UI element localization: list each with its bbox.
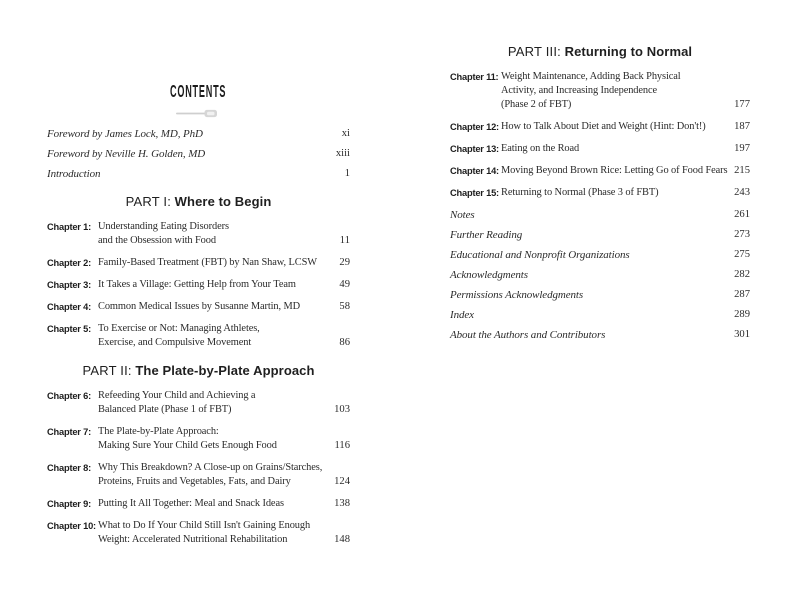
chapter-label: Chapter 10: bbox=[47, 521, 96, 531]
part-title: Returning to Normal bbox=[564, 44, 693, 59]
end-matter-entry bbox=[450, 328, 750, 342]
chapter-title bbox=[98, 425, 277, 453]
right-parts bbox=[450, 44, 750, 200]
part-title: Where to Begin bbox=[174, 194, 272, 209]
page-number: xi bbox=[341, 128, 350, 139]
contents-heading bbox=[47, 81, 350, 101]
chapter-title-line: Weight: Accelerated Nutritional Rehabilitation bbox=[98, 534, 288, 545]
page-number: 287 bbox=[734, 289, 750, 300]
toc-entry bbox=[47, 389, 350, 417]
chapter-title bbox=[98, 497, 284, 511]
chapter-label: Chapter 13: bbox=[450, 144, 499, 154]
chapter-title bbox=[98, 461, 323, 489]
page-number: xiii bbox=[335, 148, 350, 159]
spoon-divider-icon bbox=[47, 105, 350, 114]
chapter-title-line: Why This Breakdown? A Close-up on Grains/Starches, bbox=[98, 462, 323, 473]
matter-title: About the Authors and Contributors bbox=[450, 329, 606, 341]
chapter-title bbox=[98, 519, 310, 547]
chapter-title-line: Balanced Plate (Phase 1 of FBT) bbox=[98, 404, 232, 415]
page-number: 29 bbox=[339, 257, 350, 268]
page-number: 116 bbox=[334, 440, 350, 451]
chapter-title-line: Returning to Normal (Phase 3 of FBT) bbox=[501, 187, 659, 198]
page-number: 215 bbox=[734, 165, 750, 176]
toc-entry bbox=[47, 519, 350, 547]
matter-title: Index bbox=[450, 309, 474, 321]
chapter-title bbox=[501, 120, 706, 134]
chapter-label: Chapter 5: bbox=[47, 324, 91, 334]
chapter-title-line: Putting It All Together: Meal and Snack Ideas bbox=[98, 498, 284, 509]
toc-entry bbox=[47, 278, 350, 292]
end-matter-entry bbox=[450, 288, 750, 302]
chapter-title-line: Family-Based Treatment (FBT) by Nan Shaw, LCSW bbox=[98, 257, 317, 268]
matter-title: Permissions Acknowledgments bbox=[450, 289, 584, 301]
toc-entry bbox=[47, 220, 350, 248]
chapter-title-line: It Takes a Village: Getting Help from Your Team bbox=[98, 279, 296, 290]
toc-entry bbox=[450, 186, 750, 200]
chapter-title bbox=[98, 300, 300, 314]
matter-title: Foreword by James Lock, MD, PhD bbox=[47, 128, 203, 140]
part-heading bbox=[47, 363, 350, 379]
chapter-label: Chapter 8: bbox=[47, 463, 91, 473]
contents-heading-text: CONTENTS bbox=[170, 81, 227, 101]
toc-entry bbox=[47, 425, 350, 453]
toc-entry bbox=[47, 322, 350, 350]
matter-title: Acknowledgments bbox=[450, 269, 528, 281]
page-number: 124 bbox=[334, 476, 350, 487]
page-number: 11 bbox=[339, 235, 350, 246]
matter-title: Notes bbox=[450, 209, 475, 221]
chapter-title bbox=[98, 220, 229, 248]
part-heading bbox=[450, 44, 750, 60]
end-matter-entry bbox=[450, 228, 750, 242]
chapter-list bbox=[450, 70, 750, 200]
page-number: 289 bbox=[734, 309, 750, 320]
chapter-title-line: Making Sure Your Child Gets Enough Food bbox=[98, 440, 277, 451]
page-number: 261 bbox=[734, 209, 750, 220]
chapter-title-line: Eating on the Road bbox=[501, 143, 580, 154]
matter-title: Introduction bbox=[47, 168, 101, 180]
chapter-title bbox=[98, 278, 296, 292]
chapter-label: Chapter 11: bbox=[450, 72, 499, 82]
chapter-label: Chapter 2: bbox=[47, 258, 91, 268]
chapter-title bbox=[98, 322, 260, 350]
chapter-label: Chapter 9: bbox=[47, 499, 91, 509]
chapter-title bbox=[501, 70, 681, 112]
chapter-label: Chapter 4: bbox=[47, 302, 91, 312]
front-matter-entry bbox=[47, 127, 350, 141]
page-number: 187 bbox=[734, 121, 750, 132]
toc-entry bbox=[450, 70, 750, 112]
chapter-list bbox=[47, 389, 350, 547]
end-matter-entry bbox=[450, 248, 750, 262]
chapter-list bbox=[47, 220, 350, 350]
part-section bbox=[47, 194, 350, 350]
chapter-title bbox=[98, 389, 255, 417]
toc-entry bbox=[47, 256, 350, 270]
chapter-title bbox=[98, 256, 317, 270]
matter-title: Further Reading bbox=[450, 229, 523, 241]
toc-entry bbox=[450, 120, 750, 134]
part-label: PART III: bbox=[507, 44, 561, 59]
page-number: 58 bbox=[339, 301, 350, 312]
chapter-title-line: What to Do If Your Child Still Isn't Gaining Enough bbox=[98, 520, 311, 531]
chapter-title-line: (Phase 2 of FBT) bbox=[501, 99, 572, 110]
left-page bbox=[47, 81, 350, 555]
left-parts bbox=[47, 194, 350, 547]
page-number: 49 bbox=[339, 279, 350, 290]
chapter-title-line: Moving Beyond Brown Rice: Letting Go of Food Fears bbox=[501, 165, 728, 176]
toc-entry bbox=[47, 300, 350, 314]
toc-entry bbox=[47, 461, 350, 489]
toc-entry bbox=[450, 164, 750, 178]
page-number: 275 bbox=[734, 249, 750, 260]
page-number: 138 bbox=[334, 498, 350, 509]
part-title: The Plate-by-Plate Approach bbox=[135, 363, 315, 378]
end-matter-entry bbox=[450, 268, 750, 282]
chapter-title bbox=[501, 186, 658, 200]
chapter-title bbox=[501, 164, 728, 178]
chapter-title bbox=[501, 142, 579, 156]
end-matter-entry bbox=[450, 308, 750, 322]
chapter-title-line: Weight Maintenance, Adding Back Physical bbox=[501, 71, 681, 82]
chapter-label: Chapter 14: bbox=[450, 166, 499, 176]
page-number: 103 bbox=[334, 404, 350, 415]
part-section bbox=[47, 363, 350, 547]
chapter-label: Chapter 6: bbox=[47, 391, 91, 401]
chapter-label: Chapter 12: bbox=[450, 122, 499, 132]
chapter-title-line: Activity, and Increasing Independence bbox=[501, 85, 658, 96]
chapter-title-line: and the Obsession with Food bbox=[98, 235, 216, 246]
right-page bbox=[450, 44, 750, 348]
front-matter-entry bbox=[47, 167, 350, 181]
chapter-title-line: Exercise, and Compulsive Movement bbox=[98, 337, 252, 348]
page-number: 1 bbox=[344, 168, 350, 179]
chapter-label: Chapter 15: bbox=[450, 188, 499, 198]
front-matter-entry bbox=[47, 147, 350, 161]
chapter-title-line: Common Medical Issues by Susanne Martin, MD bbox=[98, 301, 301, 312]
end-matter-list bbox=[450, 208, 750, 342]
chapter-title-line: To Exercise or Not: Managing Athletes, bbox=[98, 323, 260, 334]
part-label: PART II: bbox=[82, 363, 132, 378]
matter-title: Educational and Nonprofit Organizations bbox=[450, 249, 630, 261]
chapter-label: Chapter 3: bbox=[47, 280, 91, 290]
chapter-title-line: The Plate-by-Plate Approach: bbox=[98, 426, 219, 437]
chapter-title-line: Refeeding Your Child and Achieving a bbox=[98, 390, 256, 401]
page-number: 282 bbox=[734, 269, 750, 280]
chapter-title-line: How to Talk About Diet and Weight (Hint: Don't!) bbox=[501, 121, 706, 132]
toc-entry bbox=[47, 497, 350, 511]
part-label: PART I: bbox=[125, 194, 172, 209]
chapter-label: Chapter 7: bbox=[47, 427, 91, 437]
page-number: 148 bbox=[334, 534, 350, 545]
page-number: 86 bbox=[339, 337, 350, 348]
toc-entry bbox=[450, 142, 750, 156]
end-matter-entry bbox=[450, 208, 750, 222]
part-section bbox=[450, 44, 750, 200]
page-number: 177 bbox=[734, 99, 750, 110]
matter-title: Foreword by Neville H. Golden, MD bbox=[47, 148, 206, 160]
page-number: 301 bbox=[734, 329, 750, 340]
chapter-title-line: Proteins, Fruits and Vegetables, Fats, and Dairy bbox=[98, 476, 291, 487]
chapter-label: Chapter 1: bbox=[47, 222, 91, 232]
chapter-title-line: Understanding Eating Disorders bbox=[98, 221, 229, 232]
page-number: 243 bbox=[734, 187, 750, 198]
page-number: 197 bbox=[734, 143, 750, 154]
page-number: 273 bbox=[734, 229, 750, 240]
part-heading bbox=[47, 194, 350, 210]
front-matter-list bbox=[47, 127, 350, 181]
